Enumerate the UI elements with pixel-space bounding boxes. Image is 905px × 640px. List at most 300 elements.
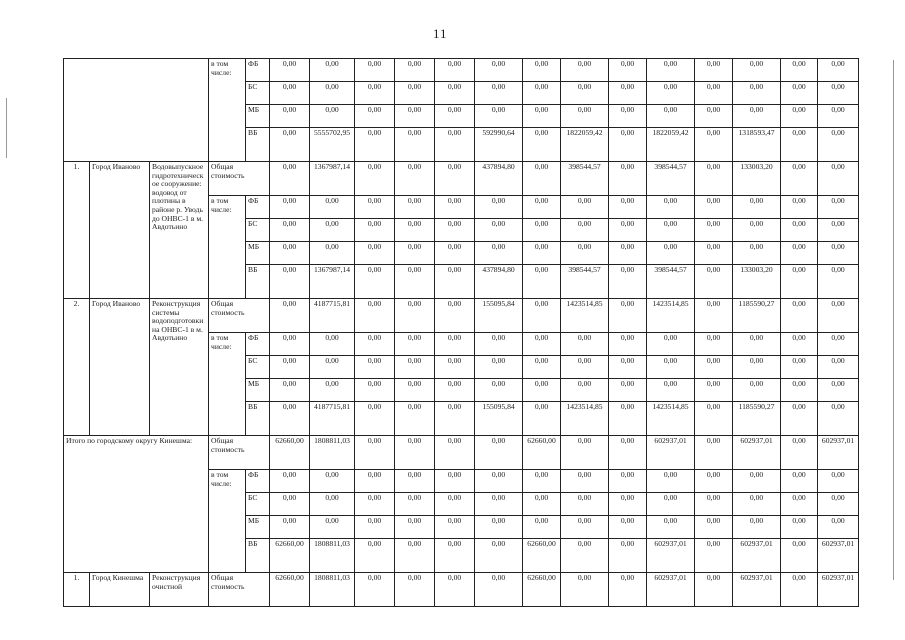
value-cell: 0,00 xyxy=(647,219,695,242)
value-cell: 0,00 xyxy=(435,299,475,333)
value-cell: 0,00 xyxy=(395,573,435,607)
value-cell: 0,00 xyxy=(435,379,475,402)
value-cell: 0,00 xyxy=(818,265,859,299)
value-cell: 0,00 xyxy=(561,105,609,128)
value-cell: 0,00 xyxy=(781,402,818,436)
value-cell: 0,00 xyxy=(355,128,395,162)
value-cell: 0,00 xyxy=(561,356,609,379)
value-cell: 0,00 xyxy=(435,219,475,242)
value-cell: 0,00 xyxy=(523,128,561,162)
value-cell: 0,00 xyxy=(733,219,781,242)
value-cell: 0,00 xyxy=(818,128,859,162)
value-cell: 0,00 xyxy=(523,470,561,493)
value-cell: 0,00 xyxy=(395,128,435,162)
value-cell: 0,00 xyxy=(733,82,781,105)
value-cell: 0,00 xyxy=(355,196,395,219)
value-cell: 0,00 xyxy=(818,59,859,82)
value-cell: 0,00 xyxy=(695,539,733,573)
value-cell: 0,00 xyxy=(609,59,647,82)
value-cell: 0,00 xyxy=(355,379,395,402)
value-cell: 0,00 xyxy=(310,379,355,402)
value-cell: 0,00 xyxy=(523,242,561,265)
value-cell: 0,00 xyxy=(475,436,523,470)
value-cell: 0,00 xyxy=(435,402,475,436)
value-cell: 0,00 xyxy=(609,105,647,128)
value-cell: 0,00 xyxy=(609,128,647,162)
source-code: МБ xyxy=(246,105,270,128)
value-cell: 0,00 xyxy=(270,242,310,265)
value-cell: 0,00 xyxy=(355,436,395,470)
value-cell: 0,00 xyxy=(270,356,310,379)
source-code: БС xyxy=(246,493,270,516)
value-cell: 0,00 xyxy=(310,470,355,493)
value-cell: 0,00 xyxy=(270,105,310,128)
value-cell: 0,00 xyxy=(475,356,523,379)
value-cell: 0,00 xyxy=(561,470,609,493)
value-cell: 0,00 xyxy=(270,82,310,105)
value-cell: 0,00 xyxy=(270,299,310,333)
value-cell: 0,00 xyxy=(561,379,609,402)
value-cell: 0,00 xyxy=(475,82,523,105)
left-edge-mark xyxy=(6,98,7,158)
value-cell: 0,00 xyxy=(523,162,561,196)
value-cell: 0,00 xyxy=(355,162,395,196)
value-cell: 0,00 xyxy=(561,493,609,516)
value-cell: 0,00 xyxy=(647,333,695,356)
source-code: ВБ xyxy=(246,539,270,573)
value-cell: 0,00 xyxy=(523,59,561,82)
value-cell: 0,00 xyxy=(781,128,818,162)
value-cell: 602937,01 xyxy=(647,539,695,573)
value-cell: 602937,01 xyxy=(733,573,781,607)
value-cell: 1808811,03 xyxy=(310,539,355,573)
value-cell: 1423514,85 xyxy=(647,402,695,436)
value-cell: 0,00 xyxy=(781,436,818,470)
value-cell: 0,00 xyxy=(647,493,695,516)
value-cell: 0,00 xyxy=(647,242,695,265)
value-cell: 0,00 xyxy=(818,82,859,105)
value-cell: 0,00 xyxy=(781,162,818,196)
value-cell: 0,00 xyxy=(395,299,435,333)
value-cell: 0,00 xyxy=(395,333,435,356)
value-cell: 592990,64 xyxy=(475,128,523,162)
value-cell: 0,00 xyxy=(395,219,435,242)
value-cell: 0,00 xyxy=(609,379,647,402)
value-cell: 0,00 xyxy=(310,493,355,516)
value-cell: 5555702,95 xyxy=(310,128,355,162)
value-cell: 0,00 xyxy=(395,162,435,196)
value-cell: 0,00 xyxy=(695,265,733,299)
value-cell: 0,00 xyxy=(647,82,695,105)
value-cell: 0,00 xyxy=(781,516,818,539)
value-cell: 0,00 xyxy=(609,82,647,105)
value-cell: 155095,84 xyxy=(475,299,523,333)
value-cell: 0,00 xyxy=(781,333,818,356)
value-cell: 0,00 xyxy=(609,265,647,299)
value-cell: 0,00 xyxy=(435,128,475,162)
value-cell: 0,00 xyxy=(395,436,435,470)
value-cell: 0,00 xyxy=(523,493,561,516)
value-cell: 602937,01 xyxy=(818,436,859,470)
value-cell: 1822059,42 xyxy=(647,128,695,162)
project-number: 1. xyxy=(64,162,90,299)
value-cell: 0,00 xyxy=(355,573,395,607)
value-cell: 437894,80 xyxy=(475,162,523,196)
value-cell: 0,00 xyxy=(609,539,647,573)
value-cell: 0,00 xyxy=(561,82,609,105)
value-cell: 0,00 xyxy=(818,470,859,493)
value-cell: 0,00 xyxy=(355,219,395,242)
total-row xyxy=(64,299,859,333)
project-name: Реконструкция системы водоподготовки на ОНВС-1 в м. Авдотьино xyxy=(150,299,209,436)
value-cell: 0,00 xyxy=(523,105,561,128)
value-cell: 0,00 xyxy=(781,265,818,299)
value-cell: 1808811,03 xyxy=(310,436,355,470)
page-number: 11 xyxy=(433,26,448,41)
value-cell: 1423514,85 xyxy=(561,299,609,333)
value-cell: 0,00 xyxy=(355,242,395,265)
source-code: БС xyxy=(246,356,270,379)
value-cell: 0,00 xyxy=(523,82,561,105)
value-cell: 0,00 xyxy=(395,105,435,128)
value-cell: 133003,20 xyxy=(733,265,781,299)
source-code: МБ xyxy=(246,516,270,539)
value-cell: 0,00 xyxy=(523,333,561,356)
value-cell: 0,00 xyxy=(270,59,310,82)
value-cell: 0,00 xyxy=(781,379,818,402)
value-cell: 0,00 xyxy=(523,379,561,402)
value-cell: 0,00 xyxy=(475,59,523,82)
value-cell: 0,00 xyxy=(395,493,435,516)
value-cell: 0,00 xyxy=(609,196,647,219)
total-label: Общая стоимость xyxy=(209,299,270,333)
value-cell: 0,00 xyxy=(523,299,561,333)
source-code: ВБ xyxy=(246,402,270,436)
value-cell: 0,00 xyxy=(355,265,395,299)
value-cell: 0,00 xyxy=(695,82,733,105)
value-cell: 0,00 xyxy=(818,356,859,379)
incl-label: в том числе: xyxy=(209,59,246,162)
value-cell: 0,00 xyxy=(818,242,859,265)
value-cell: 0,00 xyxy=(395,196,435,219)
value-cell: 0,00 xyxy=(733,196,781,219)
value-cell: 0,00 xyxy=(733,470,781,493)
value-cell: 0,00 xyxy=(270,493,310,516)
value-cell: 0,00 xyxy=(355,333,395,356)
value-cell: 0,00 xyxy=(475,333,523,356)
value-cell: 1367987,14 xyxy=(310,265,355,299)
value-cell: 0,00 xyxy=(395,379,435,402)
value-cell: 1808811,03 xyxy=(310,573,355,607)
incl-label: в том числе: xyxy=(209,196,246,299)
value-cell: 0,00 xyxy=(733,493,781,516)
value-cell: 0,00 xyxy=(561,333,609,356)
value-cell: 0,00 xyxy=(818,516,859,539)
budget-table-body xyxy=(64,59,859,607)
value-cell: 0,00 xyxy=(733,516,781,539)
value-cell: 0,00 xyxy=(695,402,733,436)
value-cell: 0,00 xyxy=(695,59,733,82)
value-cell: 0,00 xyxy=(818,379,859,402)
value-cell: 0,00 xyxy=(733,105,781,128)
value-cell: 0,00 xyxy=(818,196,859,219)
value-cell: 602937,01 xyxy=(818,573,859,607)
value-cell: 0,00 xyxy=(475,379,523,402)
value-cell: 602937,01 xyxy=(733,539,781,573)
value-cell: 0,00 xyxy=(781,493,818,516)
value-cell: 0,00 xyxy=(609,333,647,356)
value-cell: 0,00 xyxy=(695,333,733,356)
source-code: ВБ xyxy=(246,128,270,162)
value-cell: 0,00 xyxy=(475,105,523,128)
value-cell: 0,00 xyxy=(310,105,355,128)
value-cell: 0,00 xyxy=(695,573,733,607)
value-cell: 0,00 xyxy=(781,59,818,82)
value-cell: 602937,01 xyxy=(647,436,695,470)
value-cell: 0,00 xyxy=(609,516,647,539)
value-cell: 0,00 xyxy=(609,402,647,436)
value-cell: 0,00 xyxy=(435,162,475,196)
value-cell: 0,00 xyxy=(609,299,647,333)
value-cell: 0,00 xyxy=(695,219,733,242)
value-cell: 0,00 xyxy=(310,219,355,242)
value-cell: 0,00 xyxy=(609,219,647,242)
value-cell: 0,00 xyxy=(475,196,523,219)
value-cell: 0,00 xyxy=(475,493,523,516)
value-cell: 0,00 xyxy=(781,356,818,379)
value-cell: 0,00 xyxy=(695,299,733,333)
value-cell: 0,00 xyxy=(270,219,310,242)
project-city: Город Иваново xyxy=(90,299,150,436)
value-cell: 0,00 xyxy=(781,242,818,265)
value-cell: 0,00 xyxy=(609,470,647,493)
value-cell: 0,00 xyxy=(781,573,818,607)
source-code: МБ xyxy=(246,379,270,402)
value-cell: 0,00 xyxy=(733,379,781,402)
value-cell: 0,00 xyxy=(435,436,475,470)
value-cell: 0,00 xyxy=(355,299,395,333)
value-cell: 0,00 xyxy=(561,516,609,539)
value-cell: 0,00 xyxy=(781,470,818,493)
value-cell: 0,00 xyxy=(310,356,355,379)
value-cell: 0,00 xyxy=(310,333,355,356)
value-cell: 0,00 xyxy=(523,219,561,242)
value-cell: 0,00 xyxy=(270,402,310,436)
value-cell: 0,00 xyxy=(395,470,435,493)
value-cell: 0,00 xyxy=(695,379,733,402)
value-cell: 0,00 xyxy=(475,219,523,242)
value-cell: 0,00 xyxy=(435,493,475,516)
source-code: ФБ xyxy=(246,470,270,493)
value-cell: 0,00 xyxy=(310,82,355,105)
value-cell: 0,00 xyxy=(781,299,818,333)
blank-cell xyxy=(64,59,209,162)
value-cell: 398544,57 xyxy=(561,265,609,299)
project-name: Водовыпускное гидротехническое сооружение: водовод от плотины в районе р. Уводь до ОНВС-1 в м. Авдотьино xyxy=(150,162,209,299)
value-cell: 0,00 xyxy=(435,470,475,493)
value-cell: 0,00 xyxy=(475,470,523,493)
value-cell: 0,00 xyxy=(695,356,733,379)
value-cell: 0,00 xyxy=(395,242,435,265)
value-cell: 0,00 xyxy=(818,105,859,128)
value-cell: 0,00 xyxy=(310,242,355,265)
value-cell: 0,00 xyxy=(270,162,310,196)
value-cell: 602937,01 xyxy=(733,436,781,470)
value-cell: 0,00 xyxy=(435,265,475,299)
source-code: БС xyxy=(246,219,270,242)
value-cell: 0,00 xyxy=(695,493,733,516)
value-cell: 0,00 xyxy=(647,516,695,539)
value-cell: 62660,00 xyxy=(523,539,561,573)
value-cell: 0,00 xyxy=(355,82,395,105)
value-cell: 0,00 xyxy=(435,196,475,219)
right-edge-mark xyxy=(893,60,894,580)
value-cell: 4187715,81 xyxy=(310,299,355,333)
source-code: БС xyxy=(246,82,270,105)
source-row xyxy=(64,59,859,82)
source-code: МБ xyxy=(246,242,270,265)
value-cell: 0,00 xyxy=(818,219,859,242)
value-cell: 0,00 xyxy=(609,436,647,470)
value-cell: 0,00 xyxy=(781,105,818,128)
value-cell: 1318593,47 xyxy=(733,128,781,162)
value-cell: 1367987,14 xyxy=(310,162,355,196)
value-cell: 0,00 xyxy=(270,196,310,219)
total-label: Общая стоимость xyxy=(209,573,270,607)
value-cell: 0,00 xyxy=(395,59,435,82)
value-cell: 1423514,85 xyxy=(647,299,695,333)
value-cell: 0,00 xyxy=(733,356,781,379)
value-cell: 0,00 xyxy=(818,493,859,516)
value-cell: 62660,00 xyxy=(523,436,561,470)
value-cell: 0,00 xyxy=(609,242,647,265)
value-cell: 0,00 xyxy=(355,356,395,379)
value-cell: 0,00 xyxy=(609,493,647,516)
value-cell: 1185590,27 xyxy=(733,402,781,436)
value-cell: 0,00 xyxy=(395,516,435,539)
total-label: Общая стоимость xyxy=(209,436,270,470)
district-total-label: Итого по городскому округу Кинешма: xyxy=(64,436,209,573)
total-row xyxy=(64,162,859,196)
value-cell: 0,00 xyxy=(435,539,475,573)
project-city: Город Иваново xyxy=(90,162,150,299)
total-label: Общая стоимость xyxy=(209,162,270,196)
incl-label: в том числе: xyxy=(209,333,246,436)
value-cell: 0,00 xyxy=(609,162,647,196)
project-name: Реконструкция очистной xyxy=(150,573,209,607)
value-cell: 0,00 xyxy=(561,242,609,265)
value-cell: 0,00 xyxy=(781,539,818,573)
value-cell: 0,00 xyxy=(523,516,561,539)
value-cell: 0,00 xyxy=(310,59,355,82)
value-cell: 602937,01 xyxy=(647,573,695,607)
value-cell: 0,00 xyxy=(523,196,561,219)
value-cell: 0,00 xyxy=(733,59,781,82)
value-cell: 0,00 xyxy=(695,196,733,219)
value-cell: 0,00 xyxy=(270,128,310,162)
value-cell: 0,00 xyxy=(647,59,695,82)
value-cell: 0,00 xyxy=(647,356,695,379)
value-cell: 0,00 xyxy=(647,196,695,219)
value-cell: 398544,57 xyxy=(647,162,695,196)
value-cell: 0,00 xyxy=(395,539,435,573)
total-row xyxy=(64,573,859,607)
value-cell: 602937,01 xyxy=(818,539,859,573)
value-cell: 0,00 xyxy=(395,265,435,299)
value-cell: 0,00 xyxy=(355,539,395,573)
value-cell: 0,00 xyxy=(270,470,310,493)
value-cell: 0,00 xyxy=(781,196,818,219)
value-cell: 0,00 xyxy=(695,162,733,196)
value-cell: 0,00 xyxy=(561,59,609,82)
source-code: ВБ xyxy=(246,265,270,299)
value-cell: 0,00 xyxy=(435,105,475,128)
value-cell: 0,00 xyxy=(355,59,395,82)
value-cell: 0,00 xyxy=(561,219,609,242)
value-cell: 0,00 xyxy=(647,105,695,128)
value-cell: 0,00 xyxy=(435,333,475,356)
value-cell: 0,00 xyxy=(523,356,561,379)
value-cell: 0,00 xyxy=(695,516,733,539)
value-cell: 0,00 xyxy=(475,516,523,539)
value-cell: 0,00 xyxy=(561,436,609,470)
value-cell: 0,00 xyxy=(695,470,733,493)
value-cell: 0,00 xyxy=(695,242,733,265)
value-cell: 0,00 xyxy=(609,356,647,379)
value-cell: 0,00 xyxy=(609,573,647,607)
value-cell: 0,00 xyxy=(695,128,733,162)
value-cell: 0,00 xyxy=(733,242,781,265)
value-cell: 0,00 xyxy=(781,82,818,105)
value-cell: 0,00 xyxy=(818,299,859,333)
value-cell: 0,00 xyxy=(310,196,355,219)
value-cell: 0,00 xyxy=(270,265,310,299)
value-cell: 437894,80 xyxy=(475,265,523,299)
value-cell: 62660,00 xyxy=(270,539,310,573)
value-cell: 0,00 xyxy=(270,333,310,356)
value-cell: 0,00 xyxy=(395,402,435,436)
source-code: ФБ xyxy=(246,333,270,356)
incl-label: в том числе: xyxy=(209,470,246,573)
value-cell: 133003,20 xyxy=(733,162,781,196)
value-cell: 0,00 xyxy=(435,82,475,105)
value-cell: 0,00 xyxy=(781,219,818,242)
total-row xyxy=(64,436,859,470)
value-cell: 0,00 xyxy=(818,162,859,196)
value-cell: 0,00 xyxy=(270,516,310,539)
value-cell: 0,00 xyxy=(818,333,859,356)
value-cell: 62660,00 xyxy=(270,573,310,607)
value-cell: 0,00 xyxy=(395,82,435,105)
project-number: 2. xyxy=(64,299,90,436)
value-cell: 0,00 xyxy=(435,356,475,379)
value-cell: 398544,57 xyxy=(647,265,695,299)
value-cell: 1185590,27 xyxy=(733,299,781,333)
value-cell: 0,00 xyxy=(647,470,695,493)
value-cell: 0,00 xyxy=(695,105,733,128)
value-cell: 0,00 xyxy=(475,573,523,607)
value-cell: 0,00 xyxy=(355,493,395,516)
value-cell: 0,00 xyxy=(561,539,609,573)
value-cell: 0,00 xyxy=(270,379,310,402)
value-cell: 0,00 xyxy=(475,242,523,265)
value-cell: 0,00 xyxy=(435,59,475,82)
value-cell: 62660,00 xyxy=(270,436,310,470)
value-cell: 0,00 xyxy=(561,573,609,607)
value-cell: 0,00 xyxy=(523,402,561,436)
value-cell: 0,00 xyxy=(695,436,733,470)
value-cell: 0,00 xyxy=(818,402,859,436)
